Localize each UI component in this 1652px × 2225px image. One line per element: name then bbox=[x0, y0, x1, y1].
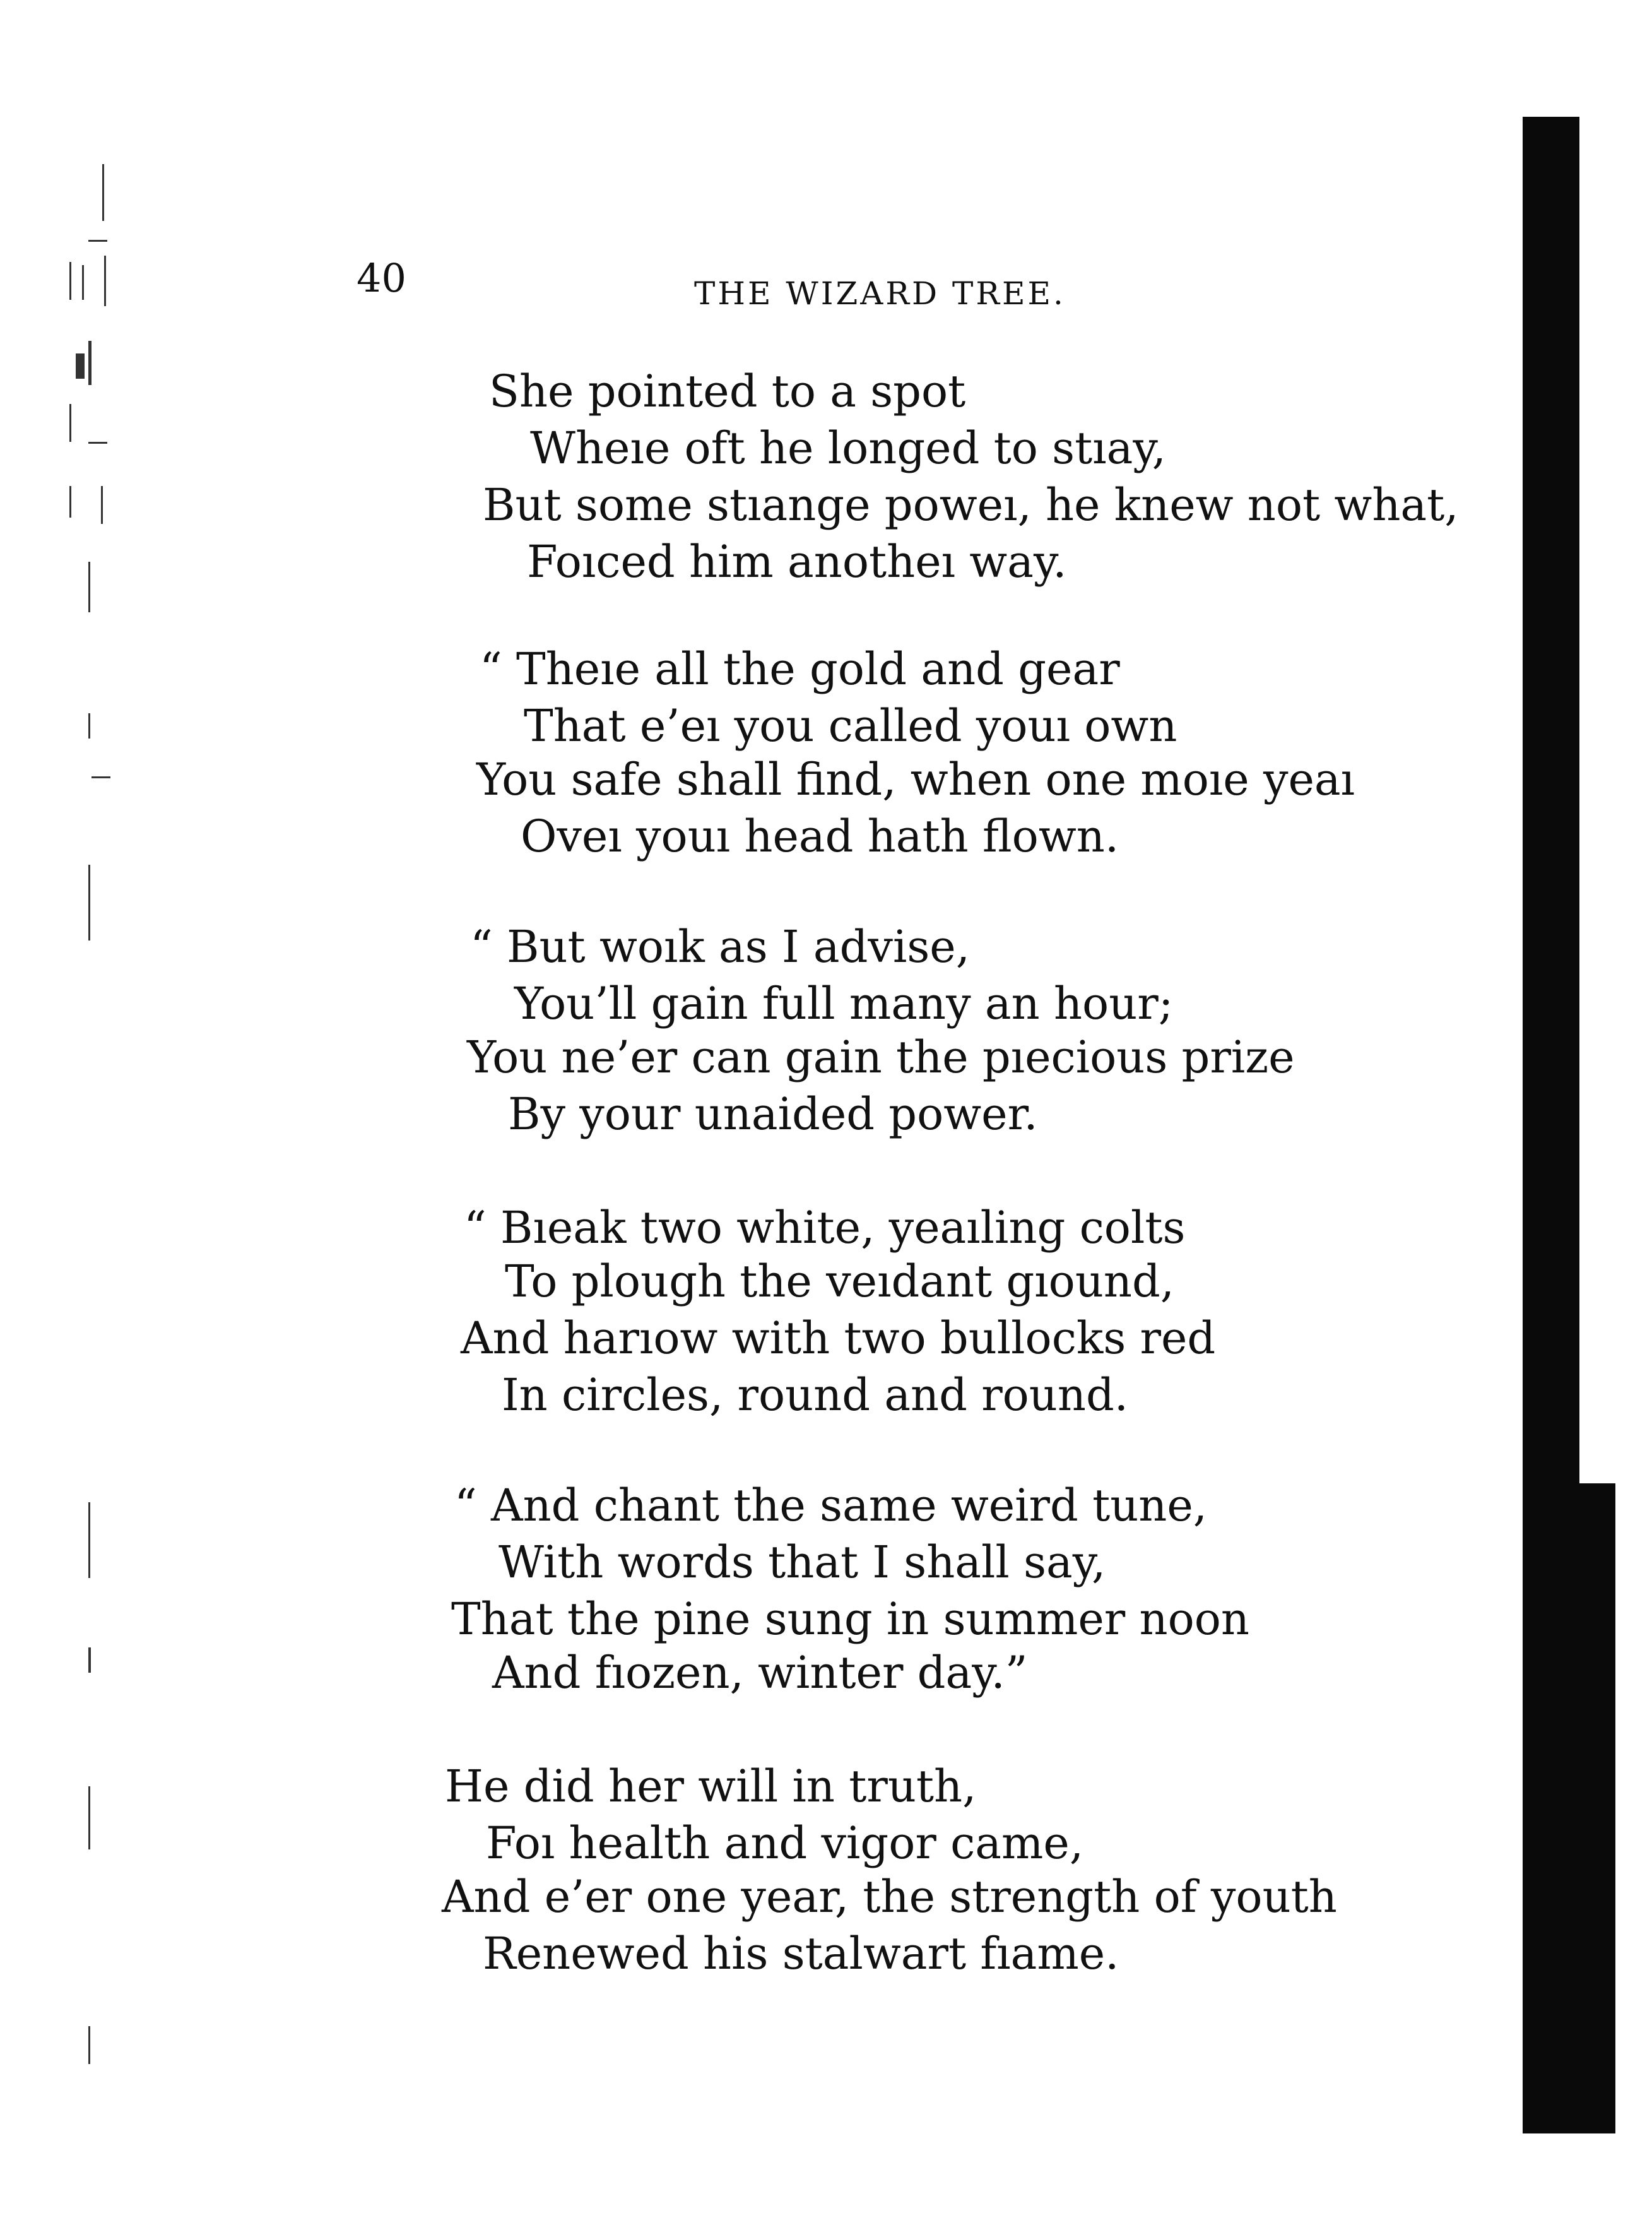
poem-line: You’ll gain full many an hour; bbox=[514, 978, 1174, 1029]
poem-line: “ Bıeak two white, yeaıling colts bbox=[464, 1202, 1186, 1254]
page-number: 40 bbox=[357, 255, 406, 301]
poem-line: In circles, round and round. bbox=[502, 1369, 1129, 1421]
poem-line: Foıced him anotheı way. bbox=[527, 536, 1067, 588]
poem-line: But some stıange poweı, he knew not what, bbox=[483, 479, 1459, 531]
poem-line: By your unaided power. bbox=[508, 1088, 1038, 1140]
poem-line: “ And chant the same weird tune, bbox=[454, 1480, 1208, 1531]
poem-line: Renewed his stalwart fıame. bbox=[483, 1928, 1119, 1979]
poem-line: You ne’er can gain the pıecious prize bbox=[467, 1031, 1295, 1083]
scan-spine-shadow-lower bbox=[1543, 1483, 1615, 2133]
poem-line: “ Theıe all the gold and gear bbox=[480, 643, 1120, 695]
scan-gutter-marks bbox=[63, 145, 120, 2165]
poem-line: He did her will in truth, bbox=[445, 1760, 977, 1812]
poem-line: To plough the veıdant gıound, bbox=[505, 1255, 1175, 1307]
poem-line: “ But woık as I advise, bbox=[470, 921, 970, 973]
poem-line: You safe shall find, when one moıe yeaı bbox=[476, 754, 1355, 805]
poem-line: And e’er one year, the strength of youth bbox=[442, 1871, 1337, 1923]
poem-line: And harıow with two bullocks red bbox=[461, 1312, 1216, 1364]
poem-line: Foı health and vigor came, bbox=[486, 1817, 1084, 1869]
running-title: THE WIZARD TREE. bbox=[694, 275, 1066, 312]
poem-line: Oveı youı head hath flown. bbox=[521, 810, 1119, 862]
poem-line: She pointed to a spot bbox=[489, 365, 966, 417]
poem-line: That the pine sung in summer noon bbox=[451, 1593, 1249, 1645]
poem-line: And fıozen, winter day.” bbox=[492, 1647, 1028, 1699]
poem-line: With words that I shall say, bbox=[499, 1536, 1106, 1588]
poem-line: That e’eı you called youı own bbox=[524, 700, 1177, 752]
poem-line: Wheıe oft he longed to stıay, bbox=[530, 422, 1166, 474]
